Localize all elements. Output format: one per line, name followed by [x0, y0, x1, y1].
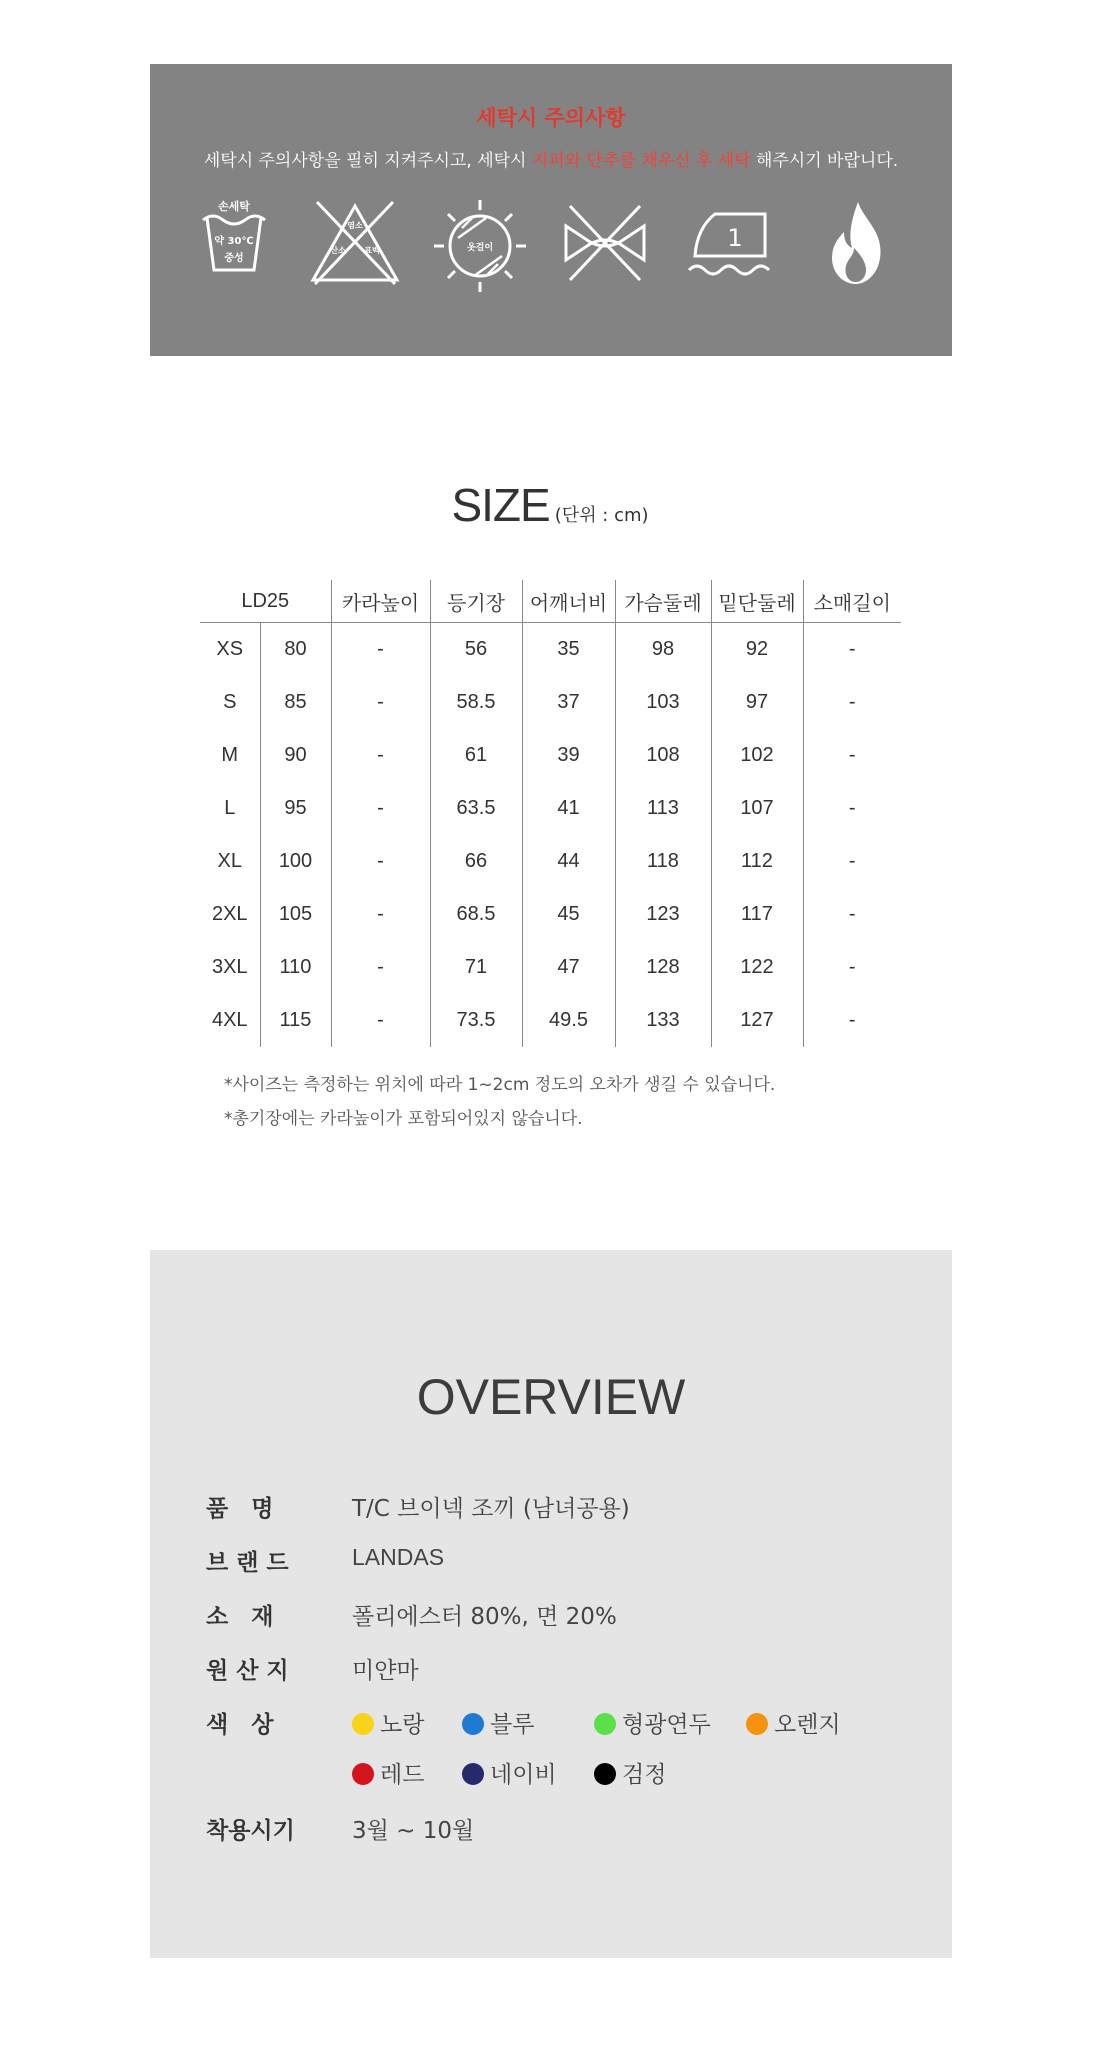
size-cell: 128 [615, 941, 711, 994]
size-header-model: LD25 [200, 580, 331, 623]
size-table-row [200, 676, 901, 729]
size-cell: - [331, 888, 430, 941]
overview-title: OVERVIEW [416, 1369, 686, 1425]
size-notes [224, 1068, 775, 1136]
size-header-back-length: 등기장 [430, 580, 522, 623]
size-cell: 95 [260, 782, 331, 835]
size-cell: 35 [522, 623, 615, 677]
size-cell: 118 [615, 835, 711, 888]
color-swatch-orange: 오렌지 [746, 1706, 841, 1739]
color-dot [594, 1713, 616, 1735]
hand-wash-icon [199, 198, 269, 278]
size-title: SIZE [451, 479, 550, 531]
size-cell: 49.5 [522, 994, 615, 1047]
size-cell: 90 [260, 729, 331, 782]
size-cell: 110 [260, 941, 331, 994]
color-dot [594, 1763, 616, 1785]
care-description: 세탁시 주의사항을 필히 지켜주시고, 세탁시 지퍼와 단추를 채우신 후 세탁 해주시기 바랍니다. [203, 151, 899, 171]
size-cell: 56 [430, 623, 522, 677]
size-label-cell: 3XL [211, 956, 248, 978]
size-header-chest: 가슴둘레 [615, 580, 711, 623]
svg-text:표백: 표백 [364, 246, 380, 255]
size-heading [0, 478, 1100, 532]
size-cell: - [803, 676, 901, 729]
care-instructions-panel [150, 64, 952, 383]
size-cell: 127 [711, 994, 803, 1047]
size-cell: 102 [711, 729, 803, 782]
color-dot [352, 1713, 374, 1735]
color-swatch-blue: 블루 [462, 1706, 534, 1739]
size-table-row [200, 994, 901, 1047]
size-table-row [200, 888, 901, 941]
size-note: *총기장에는 카라높이가 포함되어있지 않습니다. [224, 1109, 583, 1129]
care-item-fire [796, 198, 916, 383]
size-cell: - [803, 994, 901, 1047]
size-cell: - [331, 676, 430, 729]
size-label-cell: S [223, 691, 237, 713]
size-note: *사이즈는 측정하는 위치에 따라 1~2cm 정도의 오차가 생길 수 있습니다. [224, 1075, 776, 1095]
size-cell: 66 [430, 835, 522, 888]
svg-text:약 30℃: 약 30℃ [214, 236, 254, 247]
size-label-cell: L [224, 797, 236, 819]
size-cell: 103 [615, 676, 711, 729]
size-header-hem: 밑단둘레 [711, 580, 803, 623]
size-unit: (단위 : cm) [554, 505, 649, 526]
size-header-shoulder: 어깨너비 [522, 580, 615, 623]
color-dot [462, 1763, 484, 1785]
material-label: 소 재 [206, 1604, 274, 1630]
color-swatch-navy: 네이비 [462, 1756, 557, 1789]
svg-text:옷걸이: 옷걸이 [466, 243, 494, 253]
color-dot [746, 1713, 768, 1735]
size-cell: - [803, 941, 901, 994]
size-table-row [200, 835, 901, 888]
size-cell: 85 [260, 676, 331, 729]
size-table-row [200, 941, 901, 994]
overview-panel [150, 1250, 952, 1958]
size-cell: 61 [430, 729, 522, 782]
origin-value: 미얀마 [352, 1658, 419, 1684]
size-cell: 122 [711, 941, 803, 994]
size-cell: 107 [711, 782, 803, 835]
size-cell: 45 [522, 888, 615, 941]
size-header-sleeve: 소매길이 [803, 580, 901, 623]
size-cell: 47 [522, 941, 615, 994]
no-bleach-icon [307, 198, 403, 288]
size-cell: 80 [260, 623, 331, 677]
svg-text:중성: 중성 [224, 253, 244, 264]
color-dot [352, 1763, 374, 1785]
size-table-row [200, 623, 901, 677]
size-cell: - [331, 835, 430, 888]
size-label-cell: XS [216, 638, 244, 660]
iron-low-icon [685, 198, 775, 288]
size-cell: 71 [430, 941, 522, 994]
brand-label: 브랜드 [206, 1550, 297, 1576]
size-table-row [200, 729, 901, 782]
color-swatch-yellow: 노랑 [352, 1706, 424, 1739]
color-dot [462, 1713, 484, 1735]
season-value: 3월 ~ 10월 [352, 1818, 475, 1844]
size-cell: 92 [711, 623, 803, 677]
size-label-cell: M [221, 744, 239, 766]
fire-icon [826, 198, 886, 288]
size-cell: 105 [260, 888, 331, 941]
care-highlight: 지퍼와 단추를 채우신 후 세탁 [531, 151, 751, 171]
size-cell: 63.5 [430, 782, 522, 835]
care-item-no-wring [545, 198, 665, 383]
size-cell: 98 [615, 623, 711, 677]
svg-text:손세탁: 손세탁 [218, 200, 250, 213]
care-icons-row [150, 198, 952, 383]
size-cell: - [803, 888, 901, 941]
care-item-iron-low [670, 198, 790, 383]
size-table-header [200, 580, 901, 623]
care-title: 세탁시 주의사항 [476, 106, 626, 130]
svg-text:염소: 염소 [347, 221, 363, 230]
svg-text:산소: 산소 [330, 246, 346, 255]
size-cell: - [803, 835, 901, 888]
color-swatch-red: 레드 [352, 1756, 424, 1789]
product-label: 품 명 [206, 1496, 274, 1522]
size-cell: - [331, 941, 430, 994]
size-cell: 41 [522, 782, 615, 835]
size-cell: 115 [260, 994, 331, 1047]
size-table [200, 580, 901, 1047]
material-value: 폴리에스터 80%, 면 20% [352, 1604, 617, 1630]
size-cell: - [331, 782, 430, 835]
origin-label: 원산지 [206, 1658, 297, 1684]
size-cell: - [331, 729, 430, 782]
care-label-fire: 화기주의 [828, 367, 884, 383]
size-cell: - [331, 623, 430, 677]
season-label: 착용시기 [206, 1818, 295, 1844]
care-label-no-wring: 쥐어짜기 금지 [561, 367, 649, 383]
color-label: 색 상 [206, 1712, 274, 1738]
size-cell: 123 [615, 888, 711, 941]
size-cell: 37 [522, 676, 615, 729]
size-cell: 133 [615, 994, 711, 1047]
no-wring-icon [560, 198, 650, 288]
size-label-cell: XL [217, 850, 242, 872]
brand-value: LANDAS [352, 1544, 445, 1570]
care-label-shade-dry: 그늘에 건조 [443, 367, 517, 383]
product-value: T/C 브이넥 조끼 (남녀공용) [352, 1496, 630, 1522]
size-label-cell: 2XL [211, 903, 248, 925]
color-swatch-neon-green: 형광연두 [594, 1706, 711, 1739]
size-cell: 117 [711, 888, 803, 941]
size-cell: 68.5 [430, 888, 522, 941]
size-cell: - [331, 994, 430, 1047]
size-cell: - [803, 729, 901, 782]
care-item-no-bleach [295, 198, 415, 383]
size-cell: 108 [615, 729, 711, 782]
care-label-iron-low: 다림질 약하게 [686, 367, 774, 383]
care-item-shade-dry [420, 198, 540, 383]
size-cell: 112 [711, 835, 803, 888]
size-table-body [200, 623, 901, 1048]
care-item-hand-wash [174, 198, 294, 383]
color-swatch-black: 검정 [594, 1756, 666, 1789]
size-header-collar: 카라높이 [331, 580, 430, 623]
size-cell: 44 [522, 835, 615, 888]
size-cell: 73.5 [430, 994, 522, 1047]
size-cell: 97 [711, 676, 803, 729]
shade-dry-icon [432, 198, 528, 294]
size-cell: 58.5 [430, 676, 522, 729]
size-cell: 100 [260, 835, 331, 888]
care-label-no-bleach: 표백제 사용금지 [305, 367, 405, 383]
size-cell: - [803, 782, 901, 835]
svg-text:1: 1 [727, 224, 743, 252]
size-cell: - [803, 623, 901, 677]
size-cell: 113 [615, 782, 711, 835]
size-label-cell: 4XL [211, 1009, 248, 1031]
size-cell: 39 [522, 729, 615, 782]
size-table-row [200, 782, 901, 835]
care-label-hand-wash: 손세탁 권장 [197, 367, 271, 383]
